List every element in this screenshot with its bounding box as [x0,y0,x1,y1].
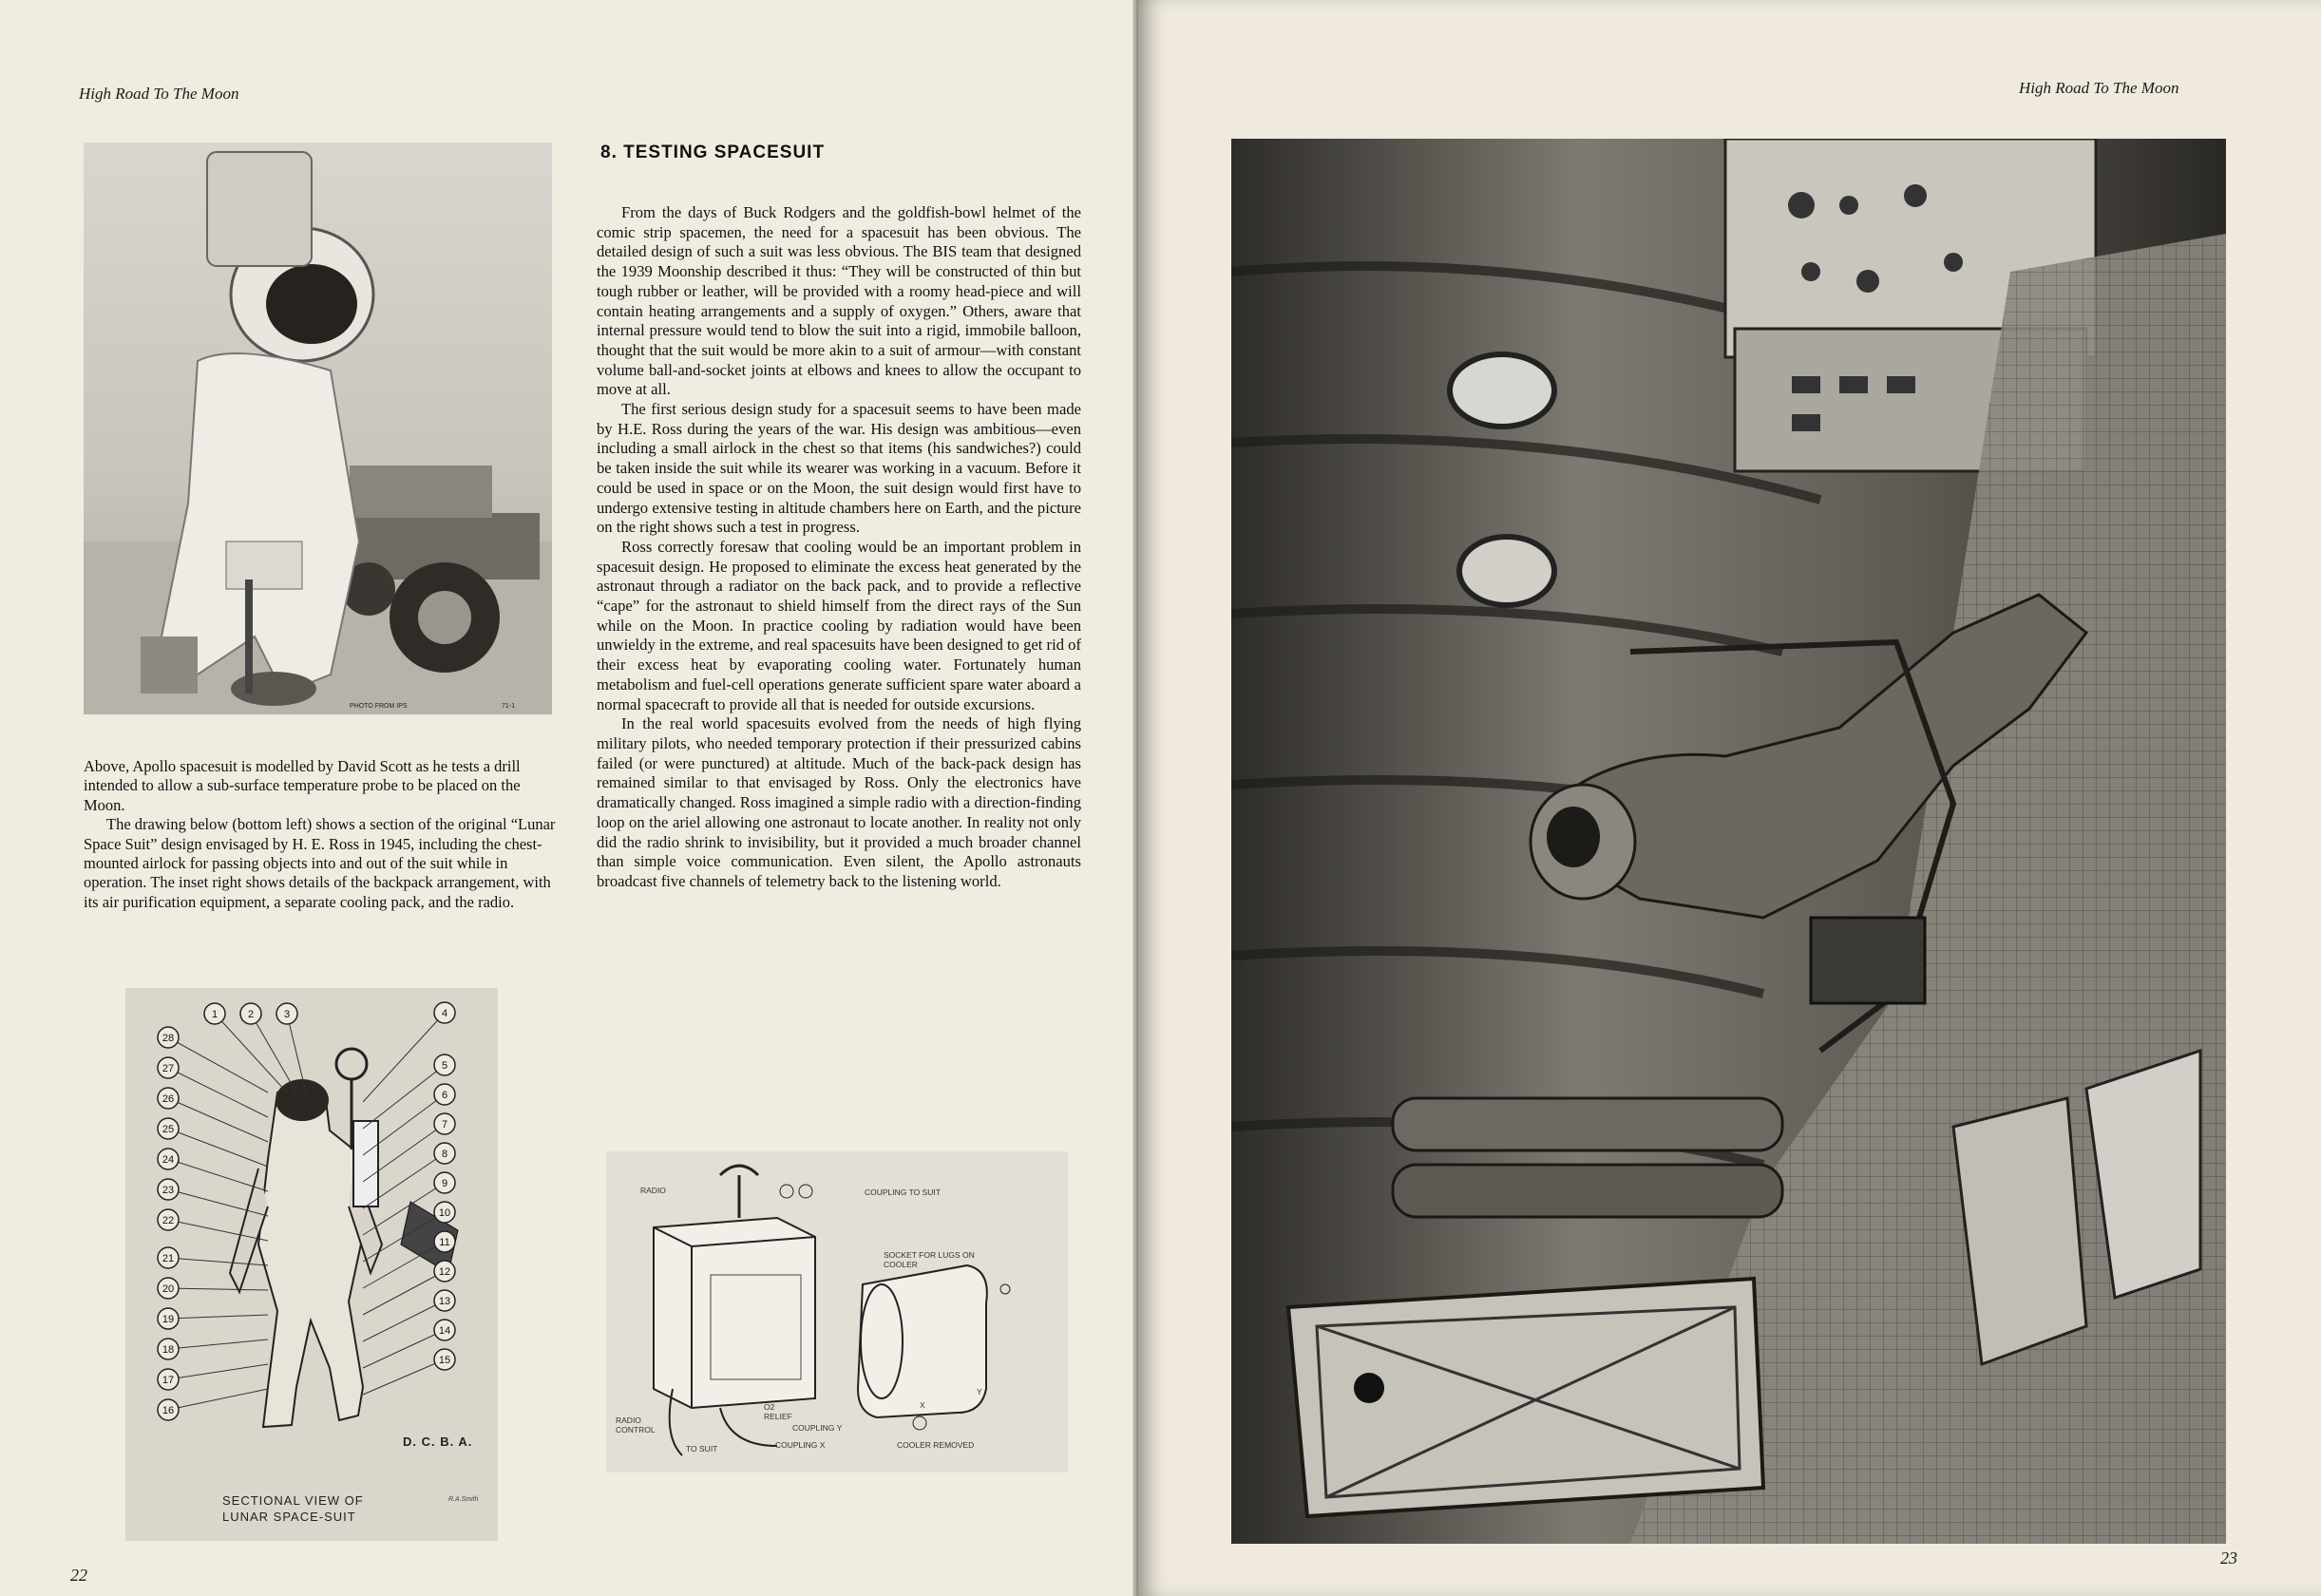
callout-leader-line [168,1389,268,1410]
suit-callout-16: 16 [162,1405,175,1416]
running-head-right: High Road To The Moon [2019,79,2179,97]
suit-drawing-image [125,988,498,1541]
suit-callout-1: 1 [211,1009,219,1020]
label-o2-relief: O2 RELIEF [764,1402,792,1421]
caption-paragraph-2: The drawing below (bottom left) shows a section of the original “Lunar Space Suit” design envisaged by H. E. Ross in 1945, including the chest-mounted airlock for passing objects into and out of the suit while in operation. The inset right shows details of the backpack arrangement, with its air purification equipment, a separate cooling pack, and the radio. [84,815,556,911]
suit-callout-19: 19 [162,1314,175,1325]
altitude-chamber-image [1231,139,2226,1544]
callout-leader-line [168,1258,268,1265]
suit-callout-28: 28 [162,1033,175,1044]
suit-callout-26: 26 [162,1093,175,1105]
caption-paragraph-1: Above, Apollo spacesuit is modelled by David Scott as he tests a drill intended to allow a sub-surface temperature probe to be placed on the Moon. [84,757,521,814]
suit-callout-22: 22 [162,1215,175,1226]
suit-drawing-title-line2: LUNAR SPACE-SUIT [222,1510,356,1524]
label-x: X [920,1400,925,1410]
lunar-space-suit-drawing [125,988,498,1541]
label-cooler-removed: COOLER REMOVED [897,1440,975,1450]
suit-callout-11: 11 [439,1237,450,1248]
suit-callout-27: 27 [162,1063,175,1074]
left-page [0,0,1148,1596]
label-radio: RADIO [640,1186,666,1195]
callout-leader-line [168,1364,268,1379]
photo-ref: 71-1 [502,703,516,710]
suit-callout-4: 4 [441,1008,448,1019]
suit-callout-25: 25 [162,1124,175,1135]
suit-callout-5: 5 [441,1060,448,1072]
callout-leader-line [168,1037,268,1092]
suit-drawing-letters: D. C. B. A. [403,1434,473,1449]
suit-drawing-title-line1: SECTIONAL VIEW OF [222,1493,364,1508]
section-title: 8. TESTING SPACESUIT [600,142,826,162]
label-coupling-x: COUPLING X [775,1440,826,1450]
callout-leader-line [363,1065,448,1130]
body-paragraph-2: The first serious design study for a spacesuit seems to have been made by H.E. Ross during the years of the war. His design was ambitious—even including a small airlock in the chest so that items (his sandwiches?) could be taken inside the suit while its wearer was working in a vacuum. Before it could be used in space or on the Moon, the suit design would first have to undergo extensive testing in altitude chambers here on Earth, and the picture on the right shows such a test in progress. [597,400,1081,537]
altitude-chamber-photo [1231,139,2226,1544]
callout-leader-line [363,1013,448,1102]
suit-callout-10: 10 [438,1207,451,1219]
label-socket-for-lugs: SOCKET FOR LUGS ON COOLER [884,1250,975,1269]
callout-leader-line [168,1159,268,1191]
callout-leader-line [363,1271,445,1315]
suit-callout-15: 15 [438,1355,451,1366]
label-y: Y [977,1387,982,1396]
suit-callout-6: 6 [441,1090,448,1101]
callout-leader-line [168,1315,268,1319]
photo-caption [84,757,557,912]
page-number-right: 23 [2220,1548,2237,1568]
body-paragraph-4: In the real world spacesuits evolved from the needs of high flying military pilots, who needed temporary protection if their pressurized cabins failed (or were punctured) at altitude. Much of the back-pack design has remained similar to that envisaged by Ross. Only the electronics have dramatically changed. Ross imagined a simple radio with a direction-finding loop on the ariel allowing one astronaut to locate another. In reality not only did the radio shrink to invisibility, but it provided a much broader channel than simple voice communication. Even silent, the Apollo astronauts broadcast five channels of telemetry back to the listening world. [597,714,1081,890]
suit-callout-14: 14 [438,1325,451,1337]
callout-leader-line [168,1129,268,1167]
suit-callout-12: 12 [438,1266,451,1278]
backpack-arrangement-drawing [606,1151,1068,1472]
label-to-suit: TO SUIT [686,1444,718,1454]
suit-callout-7: 7 [441,1119,448,1130]
callout-leader-line [215,1014,287,1092]
label-radio-control: RADIO CONTROL [616,1416,656,1434]
label-coupling-y: COUPLING Y [792,1423,843,1433]
page-number-left: 22 [70,1566,87,1585]
suit-callout-21: 21 [162,1253,175,1264]
apollo-spacesuit-photo [84,142,552,714]
suit-callout-9: 9 [441,1178,448,1189]
body-paragraph-3: Ross correctly foresaw that cooling would be an important problem in spacesuit design. He proposed to eliminate the excess heat generated by the astronaut through a radiator on the back pack, and to provide a reflective “cape” for the astronaut to shield himself from the direct rays of the Sun while on the Moon. In practice cooling by radiation would have been unwieldy in the extreme, and real spacesuits have been designed to get rid of their excess heat by evaporating cooling water. Fortunately human metabolism and fuel-cell operations generate sufficient spare water aboard a normal spacecraft to provide all that is needed for outside excursions. [597,537,1081,713]
suit-callout-17: 17 [162,1375,175,1386]
suit-callout-13: 13 [438,1296,451,1307]
callout-leader-line [168,1340,268,1349]
photo-credit: PHOTO FROM IPS [350,703,408,710]
running-head-left: High Road To The Moon [79,85,239,103]
label-coupling-to-suit: COUPLING TO SUIT [865,1188,941,1197]
suit-callout-18: 18 [162,1344,175,1356]
apollo-photo-image [84,142,552,714]
suit-callout-23: 23 [162,1185,175,1196]
suit-callout-2: 2 [247,1009,255,1020]
suit-callout-8: 8 [441,1149,448,1160]
body-paragraph-1: From the days of Buck Rodgers and the goldfish-bowl helmet of the comic strip spacemen, the need for a spacesuit has been obvious. The detailed design of such a suit was less obvious. The BIS team that designed the 1939 Moonship described it thus: “They will be constructed of thin but tough rubber or leather, will be provided with a roomy head-piece and will contain heating arrangements and a supply of oxygen.” Others, aware that internal pressure would tend to blow the suit into a rigid, immobile balloon, thought that the suit would be more akin to a suit of armour—with constant volume ball-and-socket joints at elbows and knees to allow the occupant to move at all. [597,203,1081,399]
suit-callout-24: 24 [162,1154,175,1166]
right-page [1138,0,2321,1596]
suit-callout-20: 20 [162,1283,175,1295]
callout-leader-line [363,1359,445,1395]
callout-leader-line [168,1068,268,1117]
callout-leader-line [168,1288,268,1290]
body-text-column [597,203,1081,892]
callout-leader-line [168,1098,268,1142]
suit-callout-3: 3 [283,1009,291,1020]
suit-drawing-signature: R.A.Smith [448,1496,479,1503]
